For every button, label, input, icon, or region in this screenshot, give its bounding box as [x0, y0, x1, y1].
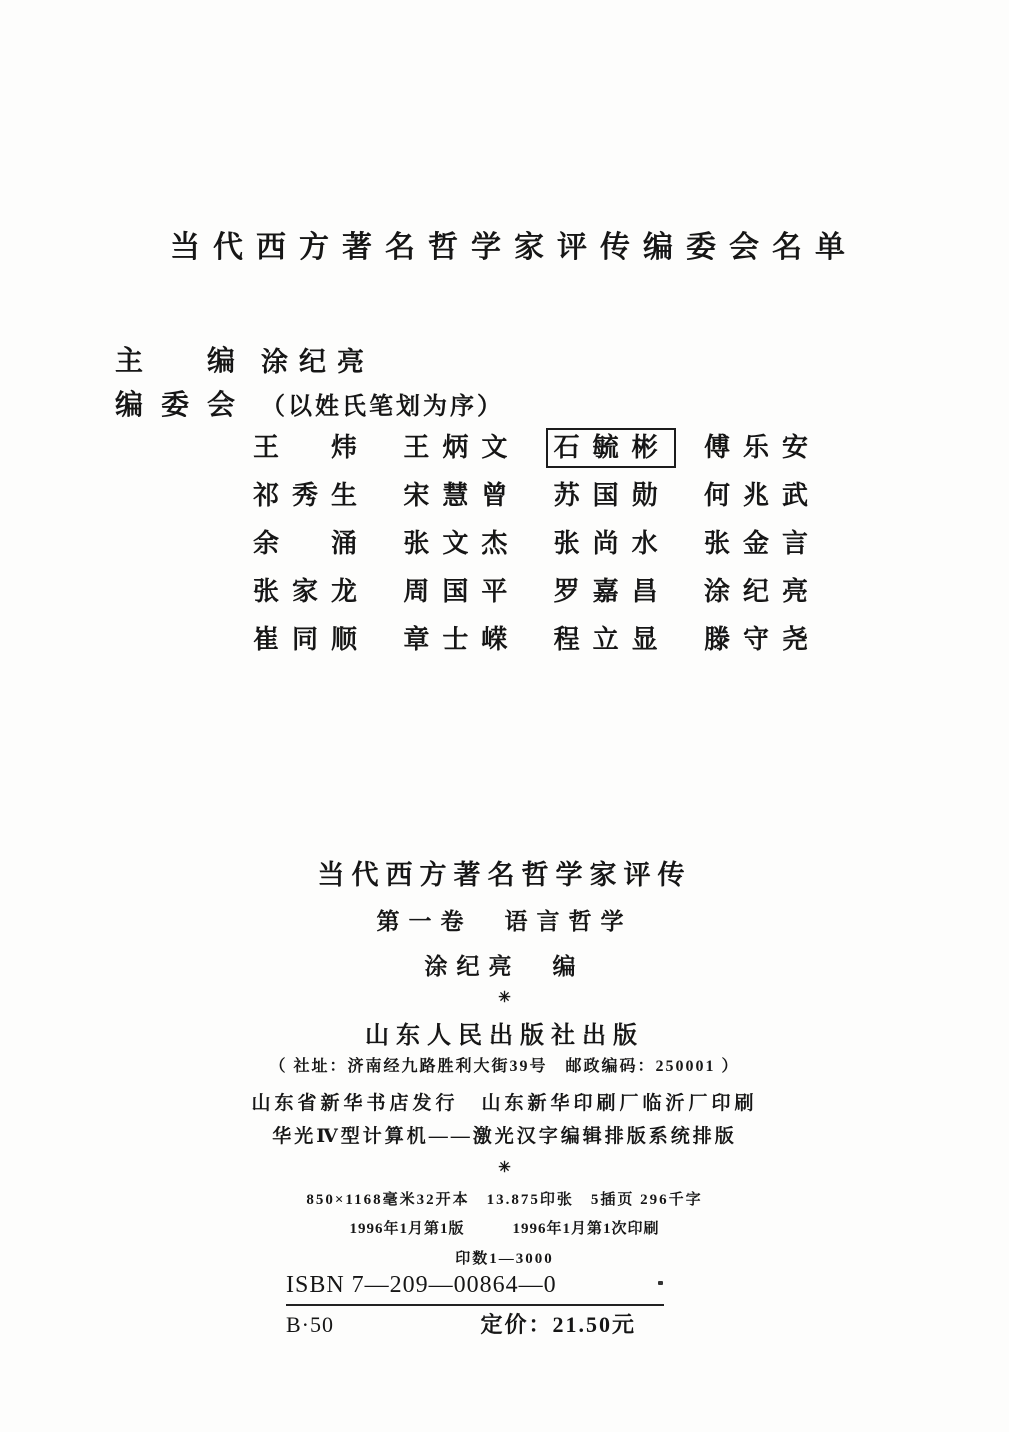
- editorial-board-label: 编委会: [115, 388, 235, 421]
- member-name: 崔同顺: [253, 625, 371, 654]
- member-name: 何兆武: [703, 481, 821, 510]
- typesetting-line: 华光Ⅳ型计算机——激光汉字编辑排版系统排版: [272, 1126, 737, 1147]
- member-name: 涂纪亮: [703, 577, 821, 606]
- edition-printing-line: [0, 1217, 1009, 1238]
- member-name: 王炳文: [403, 433, 521, 462]
- member-name: 周国平: [403, 577, 521, 606]
- editor-credit: 涂纪亮 编: [424, 954, 585, 979]
- volume-subtitle: 第一卷 语言哲学: [376, 909, 633, 934]
- distribution-printer-line: 山东省新华书店发行 山东新华印刷厂临沂厂印刷: [251, 1093, 758, 1114]
- committee-member-grid: [253, 430, 821, 657]
- member-name: 王 炜: [253, 433, 371, 462]
- committee-title: 当代西方著名哲学家评传编委会名单: [170, 230, 858, 265]
- book-title: 当代西方著名哲学家评传: [317, 860, 692, 891]
- divider-star-icon: ✳: [498, 1160, 511, 1176]
- chief-editor-label: 主编: [115, 344, 235, 377]
- publisher-address: （ 社址：济南经九路胜利大街39号 邮政编码：250001 ）: [269, 1058, 740, 1075]
- member-name-boxed-deceased: 石毓彬: [546, 428, 676, 468]
- member-name: 罗嘉昌: [553, 577, 671, 606]
- format-spec-line: 850×1168毫米32开本 13.875印张 5插页 296千字: [306, 1192, 703, 1208]
- member-name: 张尚水: [553, 529, 671, 558]
- chief-editor-row: [115, 339, 375, 379]
- price-label: 定价：21.50元: [480, 1312, 636, 1337]
- member-name: 宋慧曾: [403, 481, 521, 510]
- editorial-board-row: [115, 383, 504, 423]
- stroke-order-note: （以姓氏笔划为序）: [261, 393, 504, 420]
- category-price-row: [286, 1308, 664, 1339]
- member-name: 傅乐安: [703, 433, 821, 462]
- print-run-line: 印数1—3000: [455, 1251, 554, 1267]
- member-name: 苏国勋: [553, 481, 671, 510]
- member-name: 张金言: [703, 529, 821, 558]
- member-name: 程立显: [553, 625, 671, 654]
- member-name: 张家龙: [253, 577, 371, 606]
- member-name: 张文杰: [403, 529, 521, 558]
- printing-date: 1996年1月第1次印刷: [512, 1221, 660, 1237]
- publisher-line: 山东人民出版社出版: [365, 1023, 644, 1049]
- category-code: B·50: [286, 1312, 334, 1337]
- member-name: 滕守尧: [703, 625, 821, 654]
- member-name: 章士嵘: [403, 625, 521, 654]
- divider-star-icon: ✳: [498, 990, 511, 1006]
- member-name: 余 涌: [253, 529, 371, 558]
- isbn-price-block: [286, 1272, 664, 1339]
- edition-date: 1996年1月第1版: [349, 1221, 465, 1237]
- isbn-number: ISBN 7—209—00864—0: [286, 1272, 664, 1306]
- chief-editor-name: 涂纪亮: [261, 346, 375, 377]
- scan-speck: [658, 1281, 663, 1285]
- member-name: 祁秀生: [253, 481, 371, 510]
